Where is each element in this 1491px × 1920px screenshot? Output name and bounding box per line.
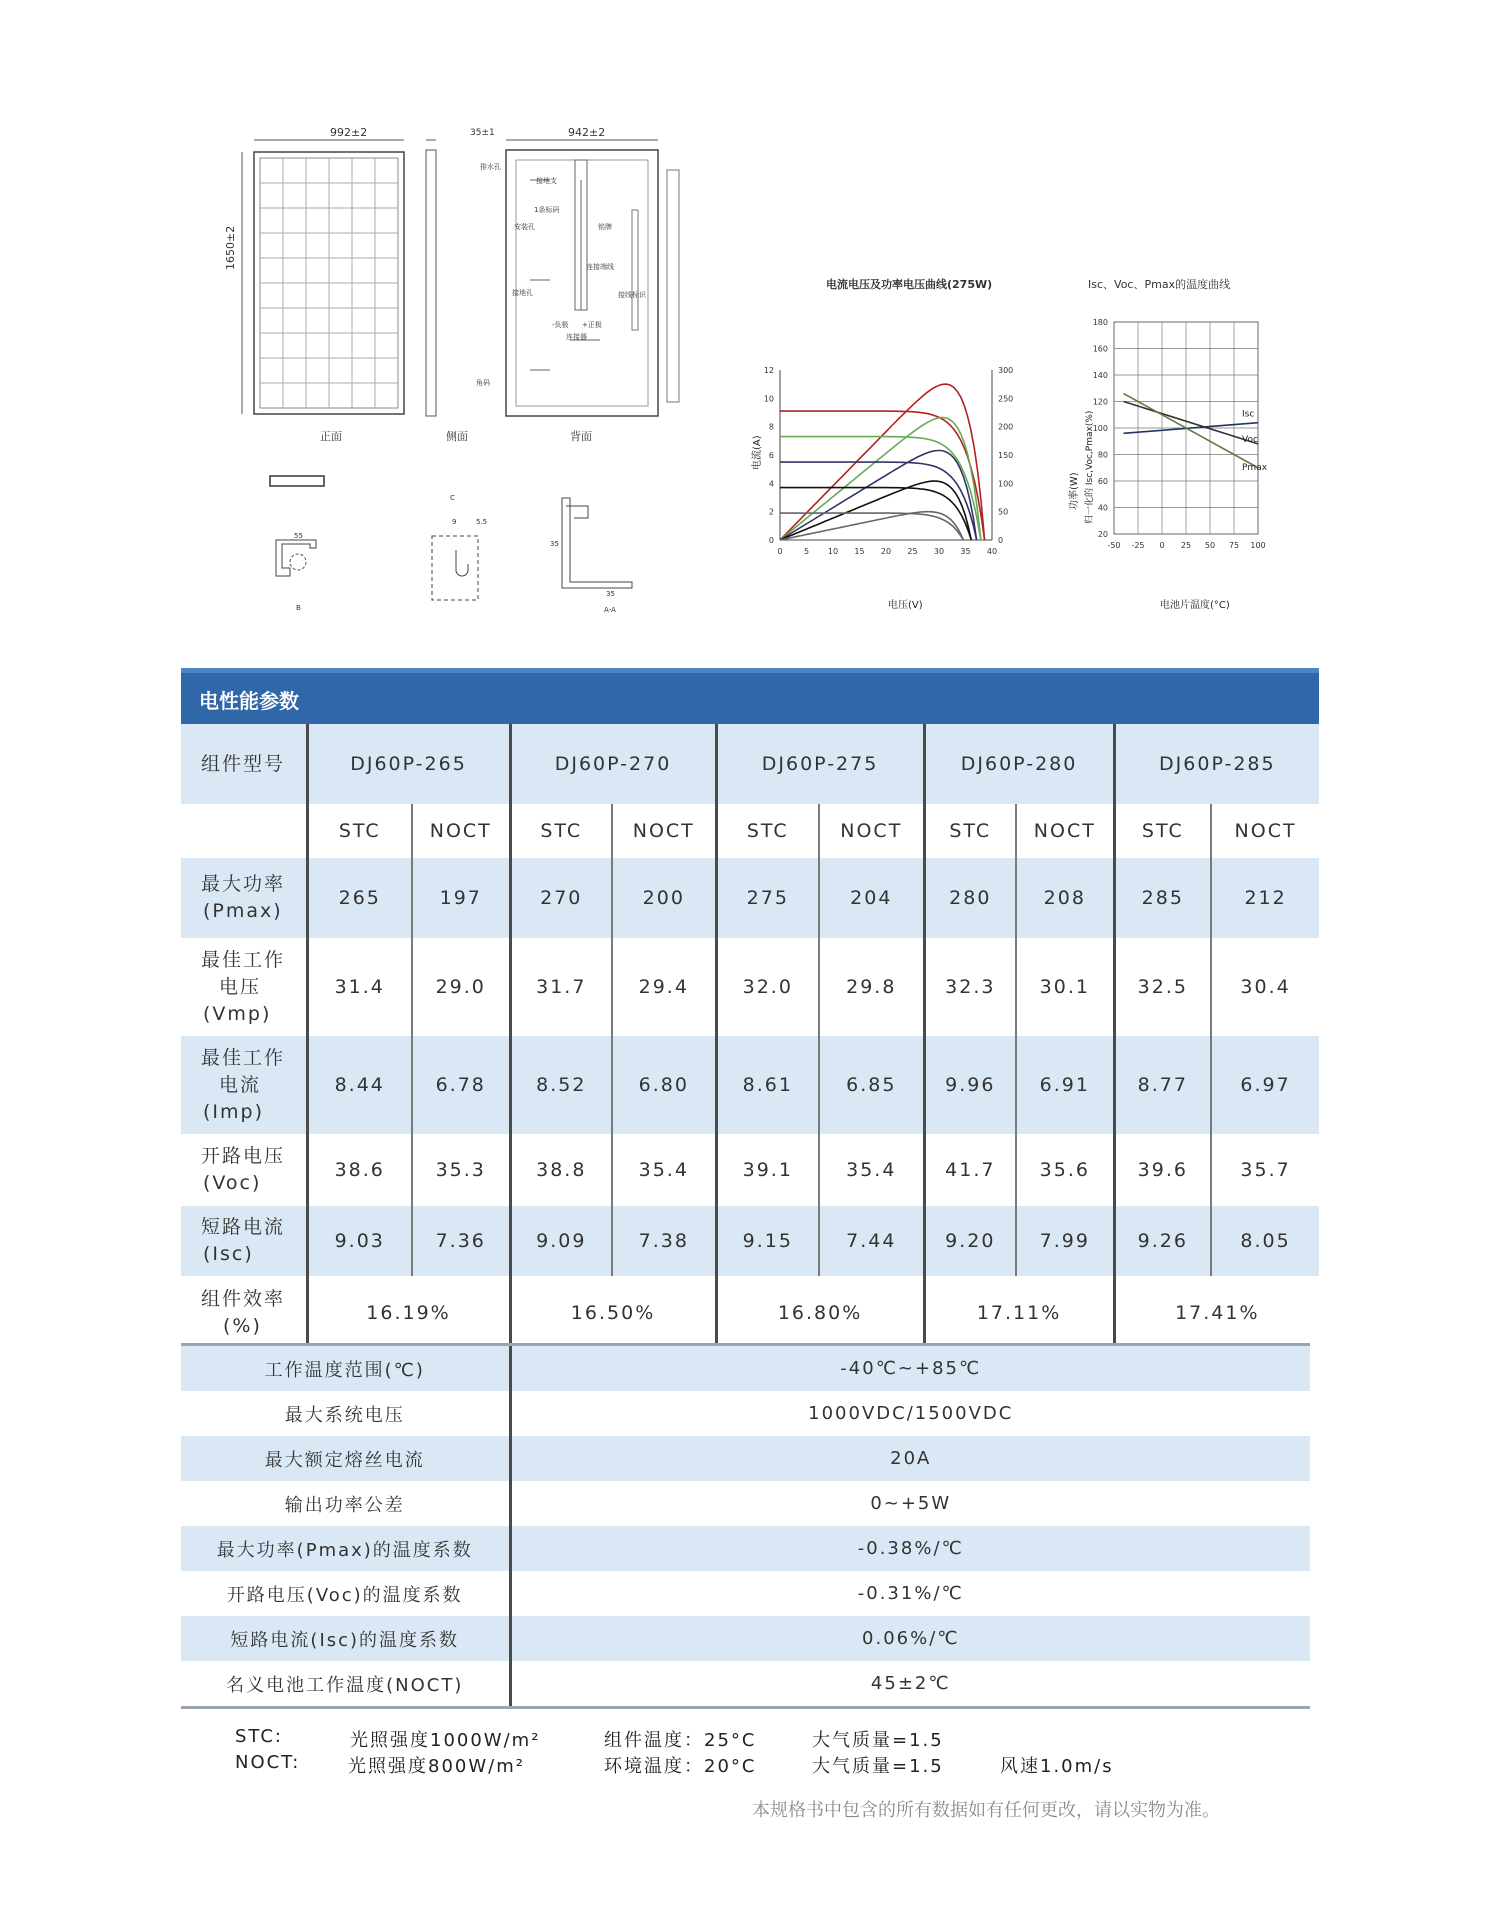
callout: -负极	[552, 321, 569, 329]
noct-header: NOCT	[1016, 804, 1114, 858]
stc-header: STC	[510, 804, 612, 858]
callout: 接地支	[536, 177, 557, 185]
general-param-label: 名义电池工作温度(NOCT)	[226, 1674, 464, 1696]
iv-chart-plot	[740, 360, 1060, 610]
iv-y2-tick: 100	[998, 479, 1014, 489]
pv-curve	[780, 512, 963, 540]
noct-value: 35.3	[412, 1134, 510, 1206]
model-name: DJ60P-280	[924, 724, 1114, 804]
section-dim: 9	[452, 518, 457, 526]
row-label-line: 组件效率	[201, 1287, 286, 1310]
callout: 连接器	[566, 333, 587, 341]
general-param-value: 0~+5W	[510, 1481, 1310, 1526]
dim-side: 35±1	[470, 128, 495, 138]
noct-value: 200	[612, 858, 716, 938]
section-dim: 5.5	[476, 518, 488, 526]
table-title: 电性能参数	[181, 668, 1319, 724]
dim-width: 992±2	[330, 126, 368, 139]
stc-header: STC	[716, 804, 819, 858]
temp-x-tick: 50	[1204, 541, 1216, 550]
stc-value: 31.4	[307, 938, 412, 1036]
general-param-label: 输出功率公差	[284, 1494, 405, 1516]
model-label: 组件型号	[181, 724, 307, 804]
noct-value: 35.4	[819, 1134, 924, 1206]
row-label-line: 开路电压	[201, 1145, 286, 1167]
iv-x-tick: 15	[854, 547, 865, 556]
temp-y-tick: 180	[1092, 318, 1108, 327]
stc-module-temp: 组件温度：25°C	[604, 1730, 757, 1751]
iv-y-tick: 2	[768, 507, 774, 517]
iv-x-tick: 20	[880, 547, 892, 556]
row-label-line: (Pmax)	[203, 900, 283, 922]
temp-chart-title: Isc、Voc、Pmax的温度曲线	[1088, 278, 1231, 291]
noct-irradiance: 光照强度800W/m²	[348, 1756, 525, 1777]
temp-x-tick: 75	[1228, 541, 1240, 550]
efficiency-value: 16.19%	[307, 1276, 510, 1349]
row-label-line: 最大功率	[201, 873, 286, 895]
iv-x-tick: 0	[777, 547, 783, 556]
general-param-label: 最大功率(Pmax)的温度系数	[181, 1526, 510, 1571]
general-param-row	[181, 1481, 1310, 1526]
stc-value: 38.8	[510, 1134, 612, 1206]
general-param-row	[181, 1661, 1310, 1706]
general-param-row	[181, 1571, 1310, 1616]
general-param-value: 20A	[510, 1436, 1310, 1481]
temp-series-label: Voc	[1242, 434, 1258, 445]
iv-y2-tick: 50	[998, 507, 1009, 517]
callout: 角码	[476, 379, 490, 387]
temp-series-label: Isc	[1242, 409, 1255, 420]
stc-value: 9.20	[924, 1206, 1016, 1276]
stc-irradiance: 光照强度1000W/m²	[350, 1730, 541, 1751]
section-mark: B	[296, 604, 301, 612]
param-row	[181, 1206, 1319, 1276]
iv-chart-title: 电流电压及功率电压曲线(275W)	[826, 278, 993, 291]
noct-value: 8.05	[1211, 1206, 1319, 1276]
stc-value: 8.44	[307, 1036, 412, 1134]
model-row	[181, 724, 1319, 804]
noct-value: 29.8	[819, 938, 924, 1036]
model-name: DJ60P-265	[307, 724, 510, 804]
module-outline-drawing	[230, 120, 710, 440]
iv-y-tick: 10	[763, 394, 774, 404]
row-label	[181, 858, 307, 938]
row-label-line: (Voc)	[203, 1172, 262, 1194]
noct-value: 7.99	[1016, 1206, 1114, 1276]
param-row	[181, 1036, 1319, 1134]
noct-value: 6.91	[1016, 1036, 1114, 1134]
efficiency-value: 16.80%	[716, 1276, 924, 1349]
temp-y-tick: 60	[1097, 477, 1108, 486]
iv-x-tick: 30	[933, 547, 945, 556]
stc-value: 280	[924, 858, 1016, 938]
stc-value: 41.7	[924, 1134, 1016, 1206]
callout: 安装孔	[514, 223, 535, 231]
noct-value: 6.97	[1211, 1036, 1319, 1134]
general-param-row	[181, 1526, 1310, 1571]
view-back-label: 背面	[570, 430, 592, 443]
noct-value: 6.78	[412, 1036, 510, 1134]
section-mark: A-A	[604, 606, 616, 614]
noct-header: NOCT	[1211, 804, 1319, 858]
noct-wind: 风速1.0m/s	[1000, 1756, 1114, 1777]
stc-value: 38.6	[307, 1134, 412, 1206]
row-label-line: (%)	[223, 1314, 262, 1337]
iv-y2-tick: 0	[998, 536, 1004, 545]
efficiency-value: 17.11%	[924, 1276, 1114, 1349]
view-front-label: 正面	[320, 430, 342, 443]
general-param-value: -40℃~+85℃	[510, 1346, 1310, 1391]
row-label-line: (Imp)	[203, 1100, 264, 1123]
noct-value: 7.44	[819, 1206, 924, 1276]
temp-y-tick: 40	[1097, 503, 1108, 513]
general-param-value: 1000VDC/1500VDC	[510, 1391, 1310, 1436]
iv-y-tick: 6	[768, 451, 774, 460]
model-name: DJ60P-285	[1114, 724, 1319, 804]
stc-value: 9.03	[307, 1206, 412, 1276]
noct-header: NOCT	[819, 804, 924, 858]
section-dim: 55	[294, 532, 303, 540]
noct-value: 29.0	[412, 938, 510, 1036]
general-param-label: 开路电压(Voc)的温度系数	[226, 1584, 463, 1606]
temp-chart-plot	[1080, 310, 1300, 580]
temp-ylabel: 归一化的 Isc,Voc,Pmax(%)	[1085, 410, 1095, 524]
model-name: DJ60P-275	[716, 724, 924, 804]
noct-value: 197	[412, 858, 510, 938]
iv-x-tick: 5	[803, 547, 810, 556]
iv-y2-tick: 200	[998, 422, 1014, 432]
blank-cell	[181, 804, 307, 858]
noct-value: 35.4	[612, 1134, 716, 1206]
callout: +正极	[582, 321, 602, 329]
row-label-line: (Isc)	[203, 1243, 254, 1265]
iv-y2-tick: 250	[998, 394, 1014, 404]
temp-y-tick: 20	[1097, 530, 1108, 539]
iv-y-tick: 8	[768, 422, 774, 432]
temp-x-tick: -50	[1107, 541, 1121, 550]
row-label-line: 短路电流	[201, 1216, 286, 1238]
general-param-row	[181, 1346, 1310, 1391]
stc-value: 31.7	[510, 938, 612, 1036]
condition-row	[181, 804, 1319, 858]
stc-value: 9.09	[510, 1206, 612, 1276]
iv-y-tick: 12	[763, 366, 774, 375]
temp-x-tick: 0	[1159, 541, 1165, 550]
stc-value: 8.61	[716, 1036, 819, 1134]
general-param-row	[181, 1391, 1310, 1436]
noct-value: 35.7	[1211, 1134, 1319, 1206]
temp-x-tick: 25	[1180, 541, 1192, 550]
general-param-row	[181, 1616, 1310, 1661]
efficiency-value: 17.41%	[1114, 1276, 1319, 1349]
section-dim: 35	[550, 540, 559, 548]
iv-x-tick: 35	[960, 547, 971, 556]
efficiency-value: 16.50%	[510, 1276, 716, 1349]
temp-y-tick: 160	[1092, 344, 1108, 354]
stc-value: 39.6	[1114, 1134, 1211, 1206]
noct-air-mass: 大气质量=1.5	[812, 1756, 944, 1777]
stc-value: 270	[510, 858, 612, 938]
row-label	[181, 1276, 307, 1349]
callout: 排水孔	[480, 163, 501, 171]
noct-value: 6.85	[819, 1036, 924, 1134]
iv-y2-tick: 300	[998, 366, 1014, 375]
noct-header: NOCT	[612, 804, 716, 858]
general-param-value: -0.31%/℃	[510, 1571, 1310, 1616]
row-label-line: (Vmp)	[203, 1002, 272, 1025]
noct-value: 30.1	[1016, 938, 1114, 1036]
callout: 连接端线	[586, 263, 614, 271]
stc-value: 9.15	[716, 1206, 819, 1276]
stc-value: 285	[1114, 858, 1211, 938]
row-label	[181, 1036, 307, 1134]
disclaimer: 本规格书中包含的所有数据如有任何更改，请以实物为准。	[752, 1800, 1220, 1821]
stc-value: 32.5	[1114, 938, 1211, 1036]
callout: 接线标识	[618, 291, 646, 299]
stc-value: 265	[307, 858, 412, 938]
temp-x-tick: -25	[1131, 541, 1145, 550]
stc-header: STC	[924, 804, 1016, 858]
iv-y-tick: 0	[768, 536, 774, 545]
stc-key: STC:	[235, 1726, 283, 1747]
row-label	[181, 938, 307, 1036]
temp-series-line	[1124, 402, 1258, 444]
stc-value: 8.77	[1114, 1036, 1211, 1134]
noct-key: NOCT:	[235, 1752, 301, 1773]
iv-xlabel: 电压(V)	[888, 600, 923, 611]
electrical-spec-table	[181, 668, 1319, 1349]
param-row	[181, 858, 1319, 938]
stc-value: 39.1	[716, 1134, 819, 1206]
temp-series-label: Pmax	[1242, 462, 1268, 473]
row-label-line: 电流	[219, 1073, 262, 1096]
efficiency-row	[181, 1276, 1319, 1349]
noct-value: 35.6	[1016, 1134, 1114, 1206]
temp-xlabel: 电池片温度(°C)	[1160, 600, 1230, 611]
general-parameters-table	[181, 1343, 1310, 1709]
iv-ylabel-left: 电流(A)	[752, 435, 763, 470]
iv-x-tick: 10	[827, 547, 839, 556]
general-param-label: 最大额定熔丝电流	[181, 1436, 510, 1481]
section-dim: 35	[606, 590, 615, 598]
iv-x-tick: 40	[986, 547, 998, 556]
row-label-line: 最佳工作	[201, 1046, 286, 1069]
general-param-row	[181, 1436, 1310, 1481]
stc-value: 32.0	[716, 938, 819, 1036]
stc-value: 275	[716, 858, 819, 938]
row-label-line: 电压	[219, 975, 262, 998]
noct-value: 6.80	[612, 1036, 716, 1134]
iv-y2-tick: 150	[998, 451, 1014, 460]
noct-value: 7.38	[612, 1206, 716, 1276]
stc-value: 9.96	[924, 1036, 1016, 1134]
section-mark: C	[450, 494, 455, 502]
row-label	[181, 1206, 307, 1276]
row-label-line: 最佳工作	[201, 948, 286, 971]
noct-value: 7.36	[412, 1206, 510, 1276]
noct-value: 208	[1016, 858, 1114, 938]
noct-value: 30.4	[1211, 938, 1319, 1036]
callout: 1条标码	[534, 206, 560, 214]
general-param-value: 45±2℃	[510, 1661, 1310, 1706]
general-param-label: 最大系统电压	[284, 1404, 405, 1426]
temp-x-tick: 100	[1250, 541, 1266, 550]
dim-back-width: 942±2	[568, 126, 606, 139]
param-row	[181, 938, 1319, 1036]
general-param-value: -0.38%/℃	[510, 1526, 1310, 1571]
temp-series-line	[1124, 394, 1258, 468]
temp-y-tick: 120	[1092, 397, 1108, 407]
temp-y-tick: 100	[1092, 424, 1108, 433]
general-param-label: 工作温度范围(℃)	[181, 1346, 510, 1391]
dim-height: 1650±2	[224, 225, 237, 270]
general-param-label: 短路电流(Isc)的温度系数	[181, 1616, 510, 1661]
iv-y-tick: 4	[768, 479, 774, 489]
stc-header: STC	[307, 804, 412, 858]
iv-ylabel-right: 功率(W)	[1069, 472, 1080, 510]
stc-value: 9.26	[1114, 1206, 1211, 1276]
temp-y-tick: 140	[1092, 371, 1108, 380]
param-row	[181, 1134, 1319, 1206]
stc-value: 8.52	[510, 1036, 612, 1134]
model-name: DJ60P-270	[510, 724, 716, 804]
general-param-value: 0.06%/℃	[510, 1616, 1310, 1661]
noct-value: 212	[1211, 858, 1319, 938]
section-details	[256, 470, 696, 620]
noct-value: 29.4	[612, 938, 716, 1036]
view-side-label: 侧面	[446, 430, 468, 443]
callout: 铭牌	[598, 223, 612, 231]
iv-x-tick: 25	[907, 547, 918, 556]
noct-header: NOCT	[412, 804, 510, 858]
stc-air-mass: 大气质量=1.5	[812, 1730, 944, 1751]
temp-y-tick: 80	[1097, 450, 1108, 460]
noct-ambient-temp: 环境温度：20°C	[604, 1756, 757, 1777]
callout: 接地孔	[512, 289, 533, 297]
row-label	[181, 1134, 307, 1206]
pv-curve	[780, 451, 977, 541]
stc-header: STC	[1114, 804, 1211, 858]
noct-value: 204	[819, 858, 924, 938]
stc-value: 32.3	[924, 938, 1016, 1036]
